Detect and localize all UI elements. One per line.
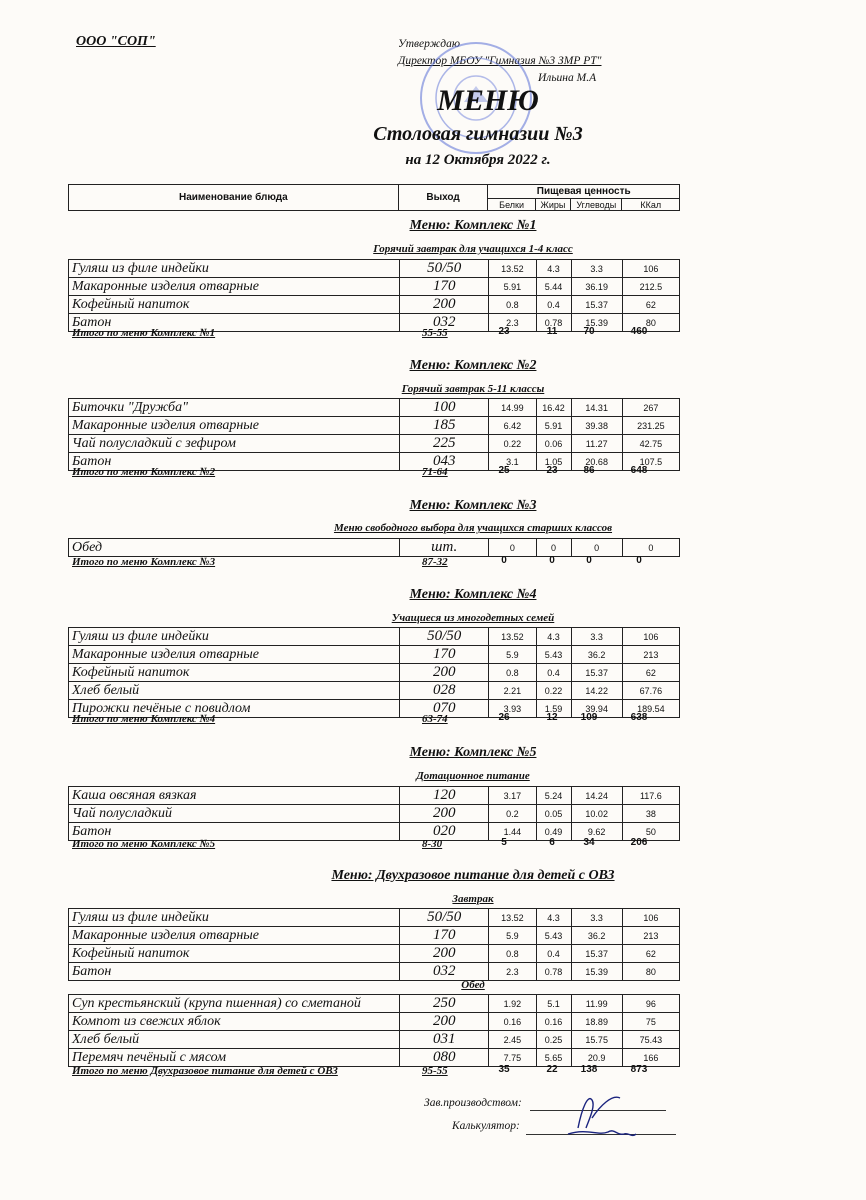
table-row (69, 296, 680, 314)
dish-yield: 200 (400, 664, 489, 682)
production-label: Зав.производством: (424, 1097, 522, 1109)
fat-value: 16.42 (536, 399, 571, 417)
dish-name: Кофейный напиток (69, 945, 400, 963)
protein-value: 5.9 (489, 927, 536, 945)
section-title: Меню: Комплекс №5 (409, 745, 537, 760)
fat-value: 4.3 (536, 628, 571, 646)
section-total (68, 838, 680, 852)
dish-name: Пирожки печёные с повидлом (69, 700, 400, 718)
carbs-value: 14.31 (571, 399, 622, 417)
total-label: Итого по меню Комплекс №3 (72, 556, 216, 568)
dish-name: Перемяч печёный с мясом (69, 1049, 400, 1067)
carbs-value: 18.89 (571, 1013, 622, 1031)
fat-value: 5.43 (536, 927, 571, 945)
fat-value: 5.91 (536, 417, 571, 435)
carbs-value: 15.37 (571, 296, 622, 314)
dish-name: Кофейный напиток (69, 664, 400, 682)
section-title: Меню: Двухразовое питание для детей с ОВЗ (331, 868, 615, 883)
dish-yield: 200 (400, 805, 489, 823)
carbs-value: 11.27 (571, 435, 622, 453)
page-title: МЕНЮ (437, 84, 539, 117)
fat-value: 5.65 (536, 1049, 571, 1067)
dish-yield: 50/50 (400, 260, 489, 278)
dish-yield: 031 (400, 1031, 489, 1049)
table-row (69, 628, 680, 646)
kcal-value: 231.25 (622, 417, 679, 435)
dish-yield: 120 (400, 787, 489, 805)
kcal-value: 50 (622, 823, 679, 841)
table-row (69, 417, 680, 435)
table-row (69, 909, 680, 927)
total-carbs: 138 (580, 1064, 598, 1075)
dish-yield: 200 (400, 1013, 489, 1031)
protein-value: 3.93 (489, 700, 536, 718)
section-subtitle: Обед (461, 979, 485, 991)
protein-value: 14.99 (489, 399, 536, 417)
kcal-value: 212.5 (622, 278, 679, 296)
table-row (69, 435, 680, 453)
organization-name: ООО "СОП" (76, 34, 156, 49)
total-fat: 22 (546, 1064, 558, 1075)
carbs-value: 39.38 (571, 417, 622, 435)
protein-value: 6.42 (489, 417, 536, 435)
dish-yield: 200 (400, 945, 489, 963)
total-protein: 25 (498, 465, 510, 476)
protein-value: 0.8 (489, 664, 536, 682)
dish-yield: 032 (400, 314, 489, 332)
menu-table (68, 786, 680, 841)
dish-name: Суп крестьянский (крупа пшенная) со сметаной (69, 995, 400, 1013)
col-kcal: ККал (622, 199, 680, 211)
total-carbs: 86 (583, 465, 595, 476)
protein-value: 5.9 (489, 646, 536, 664)
fat-value: 0.49 (536, 823, 571, 841)
fat-value: 0.78 (536, 314, 571, 332)
dish-yield: 020 (400, 823, 489, 841)
section-subtitle: Горячий завтрак 5-11 классы (401, 383, 545, 395)
total-protein: 23 (498, 326, 510, 337)
total-fat: 23 (546, 465, 558, 476)
dish-yield: 043 (400, 453, 489, 471)
dish-name: Макаронные изделия отварные (69, 646, 400, 664)
dish-name: Хлеб белый (69, 682, 400, 700)
total-label: Итого по меню Комплекс №5 (72, 838, 216, 850)
col-fat: Жиры (535, 199, 570, 211)
carbs-value: 15.37 (571, 664, 622, 682)
dish-name: Каша овсяная вязкая (69, 787, 400, 805)
fat-value: 5.44 (536, 278, 571, 296)
column-header (68, 184, 680, 211)
menu-table (68, 908, 680, 981)
carbs-value: 15.37 (571, 945, 622, 963)
table-row (69, 805, 680, 823)
protein-value: 3.1 (489, 453, 536, 471)
total-protein: 26 (498, 712, 510, 723)
protein-value: 1.44 (489, 823, 536, 841)
kcal-value: 80 (622, 963, 679, 981)
kcal-value: 106 (622, 628, 679, 646)
protein-value: 0.8 (489, 296, 536, 314)
protein-value: 0 (489, 539, 536, 557)
dish-name: Гуляш из филе индейки (69, 909, 400, 927)
fat-value: 0.22 (536, 682, 571, 700)
fat-value: 0.16 (536, 1013, 571, 1031)
protein-value: 2.45 (489, 1031, 536, 1049)
fat-value: 1.05 (536, 453, 571, 471)
fat-value: 0.4 (536, 664, 571, 682)
protein-value: 7.75 (489, 1049, 536, 1067)
section-subtitle: Горячий завтрак для учащихся 1-4 класс (373, 243, 573, 255)
total-carbs: 109 (580, 712, 598, 723)
total-kcal: 648 (630, 465, 648, 476)
total-kcal: 638 (630, 712, 648, 723)
carbs-value: 10.02 (571, 805, 622, 823)
carbs-value: 36.2 (571, 646, 622, 664)
carbs-value: 15.39 (571, 314, 622, 332)
section-subtitle: Меню свободного выбора для учащихся старших классов (333, 522, 613, 534)
menu-table (68, 398, 680, 471)
fat-value: 0.78 (536, 963, 571, 981)
kcal-value: 213 (622, 927, 679, 945)
dish-yield: 50/50 (400, 909, 489, 927)
protein-value: 0.2 (489, 805, 536, 823)
total-fat: 12 (546, 712, 558, 723)
col-yield: Выход (398, 185, 488, 211)
kcal-value: 117.6 (622, 787, 679, 805)
protein-value: 5.91 (489, 278, 536, 296)
col-name: Наименование блюда (69, 185, 399, 211)
kcal-value: 67.76 (622, 682, 679, 700)
section-title: Меню: Комплекс №3 (409, 498, 537, 513)
section-total (68, 327, 680, 341)
total-carbs: 70 (583, 326, 595, 337)
protein-value: 13.52 (489, 260, 536, 278)
dish-yield: 032 (400, 963, 489, 981)
carbs-value: 11.99 (571, 995, 622, 1013)
fat-value: 0.06 (536, 435, 571, 453)
carbs-value: 0 (571, 539, 622, 557)
dish-name: Батон (69, 314, 400, 332)
protein-value: 0.22 (489, 435, 536, 453)
protein-value: 2.3 (489, 314, 536, 332)
total-fat: 0 (549, 555, 555, 566)
fat-value: 0.25 (536, 1031, 571, 1049)
section-total (68, 556, 680, 570)
dish-name: Кофейный напиток (69, 296, 400, 314)
carbs-value: 3.3 (571, 260, 622, 278)
col-nutrition: Пищевая ценность (488, 185, 680, 199)
kcal-value: 107.5 (622, 453, 679, 471)
total-kcal: 460 (630, 326, 648, 337)
section-title: Меню: Комплекс №4 (409, 587, 537, 602)
kcal-value: 62 (622, 945, 679, 963)
total-protein: 35 (498, 1064, 510, 1075)
total-label: Итого по меню Комплекс №4 (72, 713, 216, 725)
table-row (69, 1031, 680, 1049)
table-row (69, 664, 680, 682)
section-total (68, 1065, 680, 1079)
table-row (69, 260, 680, 278)
director-title: Директор МБОУ "Гимназия №3 ЗМР РТ" (398, 55, 602, 67)
carbs-value: 39.94 (571, 700, 622, 718)
total-fat: 6 (549, 837, 555, 848)
dish-name: Компот из свежих яблок (69, 1013, 400, 1031)
fat-value: 0.4 (536, 945, 571, 963)
protein-value: 13.52 (489, 628, 536, 646)
total-label: Итого по меню Комплекс №2 (72, 466, 216, 478)
total-yield: 55-55 (422, 327, 448, 339)
fat-value: 5.24 (536, 787, 571, 805)
dish-yield: шт. (400, 539, 489, 557)
table-row (69, 945, 680, 963)
kcal-value: 62 (622, 664, 679, 682)
total-fat: 11 (546, 326, 558, 337)
table-row (69, 646, 680, 664)
fat-value: 0.05 (536, 805, 571, 823)
total-label: Итого по меню Комплекс №1 (72, 327, 216, 339)
protein-value: 3.17 (489, 787, 536, 805)
fat-value: 5.43 (536, 646, 571, 664)
table-row (69, 995, 680, 1013)
approval-label: Утверждаю (398, 38, 460, 50)
kcal-value: 96 (622, 995, 679, 1013)
menu-table (68, 259, 680, 332)
section-total (68, 713, 680, 727)
section-subtitle: Учащиеся из многодетных семей (391, 612, 555, 624)
dish-name: Батон (69, 453, 400, 471)
carbs-value: 9.62 (571, 823, 622, 841)
dish-yield: 080 (400, 1049, 489, 1067)
kcal-value: 38 (622, 805, 679, 823)
section-total (68, 466, 680, 480)
dish-yield: 185 (400, 417, 489, 435)
carbs-value: 36.2 (571, 927, 622, 945)
dish-yield: 200 (400, 296, 489, 314)
dish-name: Хлеб белый (69, 1031, 400, 1049)
dish-yield: 170 (400, 278, 489, 296)
total-carbs: 0 (586, 555, 592, 566)
fat-value: 0.4 (536, 296, 571, 314)
dish-name: Чай полусладкий с зефиром (69, 435, 400, 453)
kcal-value: 75.43 (622, 1031, 679, 1049)
total-kcal: 0 (636, 555, 642, 566)
dish-yield: 070 (400, 700, 489, 718)
fat-value: 1.59 (536, 700, 571, 718)
dish-name: Биточки "Дружба" (69, 399, 400, 417)
kcal-value: 62 (622, 296, 679, 314)
table-row (69, 963, 680, 981)
total-yield: 63-74 (422, 713, 448, 725)
fat-value: 5.1 (536, 995, 571, 1013)
dish-yield: 170 (400, 927, 489, 945)
kcal-value: 0 (622, 539, 679, 557)
total-protein: 5 (501, 837, 507, 848)
section-subtitle: Дотационное питание (416, 770, 530, 782)
section-subtitle: Завтрак (452, 893, 494, 905)
dish-name: Батон (69, 823, 400, 841)
total-protein: 0 (501, 555, 507, 566)
dish-yield: 170 (400, 646, 489, 664)
total-kcal: 206 (630, 837, 648, 848)
kcal-value: 75 (622, 1013, 679, 1031)
table-row (69, 787, 680, 805)
page-subtitle: Столовая гимназии №3 (373, 123, 583, 145)
fat-value: 4.3 (536, 909, 571, 927)
kcal-value: 106 (622, 260, 679, 278)
menu-date: на 12 Октября 2022 г. (405, 152, 551, 168)
dish-name: Макаронные изделия отварные (69, 278, 400, 296)
col-carbs: Углеводы (571, 199, 622, 211)
kcal-value: 80 (622, 314, 679, 332)
kcal-value: 42.75 (622, 435, 679, 453)
section-title: Меню: Комплекс №1 (409, 218, 537, 233)
carbs-value: 3.3 (571, 909, 622, 927)
table-row (69, 1013, 680, 1031)
total-kcal: 873 (630, 1064, 648, 1075)
dish-yield: 100 (400, 399, 489, 417)
total-yield: 8-30 (422, 838, 443, 850)
total-yield: 71-64 (422, 466, 448, 478)
protein-value: 2.21 (489, 682, 536, 700)
dish-name: Обед (69, 539, 400, 557)
table-row (69, 539, 680, 557)
dish-yield: 250 (400, 995, 489, 1013)
protein-value: 0.16 (489, 1013, 536, 1031)
carbs-value: 20.9 (571, 1049, 622, 1067)
table-row (69, 278, 680, 296)
dish-name: Гуляш из филе индейки (69, 628, 400, 646)
dish-yield: 028 (400, 682, 489, 700)
fat-value: 0 (536, 539, 571, 557)
kcal-value: 189.54 (622, 700, 679, 718)
dish-name: Батон (69, 963, 400, 981)
dish-yield: 50/50 (400, 628, 489, 646)
protein-value: 2.3 (489, 963, 536, 981)
director-name: Ильина М.А (538, 72, 597, 84)
section-title: Меню: Комплекс №2 (409, 358, 537, 373)
signature-icon (548, 1088, 638, 1146)
dish-name: Макаронные изделия отварные (69, 927, 400, 945)
protein-value: 13.52 (489, 909, 536, 927)
protein-value: 1.92 (489, 995, 536, 1013)
carbs-value: 3.3 (571, 628, 622, 646)
dish-name: Чай полусладкий (69, 805, 400, 823)
carbs-value: 14.22 (571, 682, 622, 700)
carbs-value: 14.24 (571, 787, 622, 805)
kcal-value: 106 (622, 909, 679, 927)
kcal-value: 166 (622, 1049, 679, 1067)
total-yield: 87-32 (422, 556, 448, 568)
table-row (69, 682, 680, 700)
menu-table (68, 627, 680, 718)
protein-value: 0.8 (489, 945, 536, 963)
kcal-value: 213 (622, 646, 679, 664)
kcal-value: 267 (622, 399, 679, 417)
carbs-value: 20.68 (571, 453, 622, 471)
dish-yield: 225 (400, 435, 489, 453)
carbs-value: 15.75 (571, 1031, 622, 1049)
total-label: Итого по меню Двухразовое питание для детей с ОВЗ (72, 1065, 338, 1077)
dish-name: Гуляш из филе индейки (69, 260, 400, 278)
col-protein: Белки (488, 199, 535, 211)
total-carbs: 34 (583, 837, 595, 848)
dish-name: Макаронные изделия отварные (69, 417, 400, 435)
table-row (69, 927, 680, 945)
carbs-value: 15.39 (571, 963, 622, 981)
fat-value: 4.3 (536, 260, 571, 278)
menu-table (68, 994, 680, 1067)
total-yield: 95-55 (422, 1065, 448, 1077)
carbs-value: 36.19 (571, 278, 622, 296)
table-row (69, 399, 680, 417)
calculator-label: Калькулятор: (452, 1120, 520, 1132)
